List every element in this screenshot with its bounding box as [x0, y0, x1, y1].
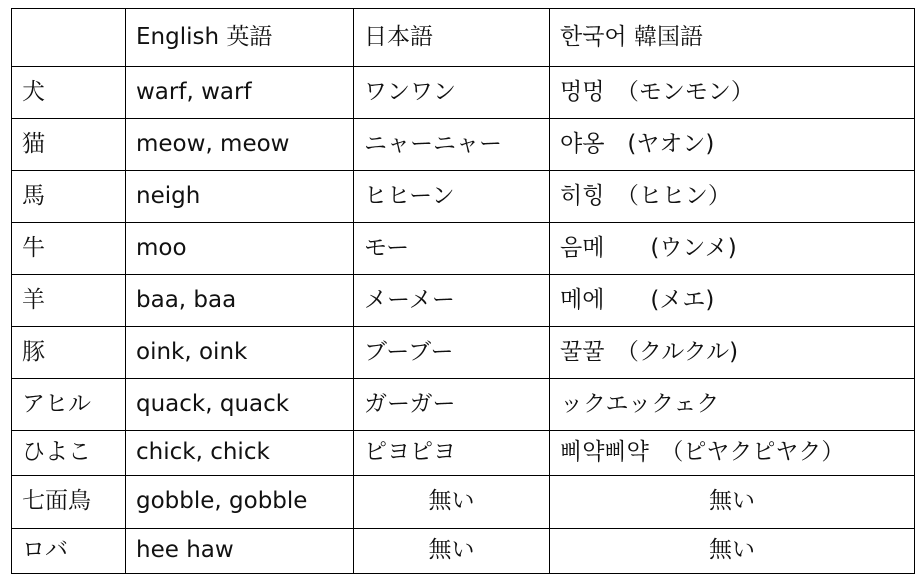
korean-cell: 멍멍 （モンモン） [550, 67, 915, 119]
header-japanese-cell: 日本語 [354, 9, 550, 67]
korean-cell: 히힝 （ヒヒン） [550, 171, 915, 223]
table-row [12, 379, 915, 431]
korean-cell: ックエックェク [550, 379, 915, 431]
japanese-cell: メーメー [354, 275, 550, 327]
korean-cell: 야옹 (ヤオン) [550, 119, 915, 171]
table-row [12, 171, 915, 223]
header-animal-cell [12, 9, 126, 67]
animal-cell: 羊 [12, 275, 126, 327]
english-cell: oink, oink [126, 327, 354, 379]
animal-cell: ロバ [12, 529, 126, 574]
animal-cell: 七面鳥 [12, 476, 126, 529]
english-cell: meow, meow [126, 119, 354, 171]
japanese-cell: ピヨピヨ [354, 431, 550, 476]
korean-cell: 삐약삐약 （ピヤクピヤク） [550, 431, 915, 476]
english-cell: quack, quack [126, 379, 354, 431]
english-cell: warf, warf [126, 67, 354, 119]
animal-cell: 豚 [12, 327, 126, 379]
table-row [12, 223, 915, 275]
japanese-cell: ニャーニャー [354, 119, 550, 171]
japanese-cell: ブーブー [354, 327, 550, 379]
animal-sounds-table [11, 8, 915, 574]
japanese-cell: 無い [354, 476, 550, 529]
table-row [12, 119, 915, 171]
table-row [12, 275, 915, 327]
animal-cell: 猫 [12, 119, 126, 171]
animal-cell: 馬 [12, 171, 126, 223]
table-row [12, 529, 915, 574]
japanese-cell: モー [354, 223, 550, 275]
english-cell: moo [126, 223, 354, 275]
korean-cell: 꿀꿀 （クルクル) [550, 327, 915, 379]
english-cell: neigh [126, 171, 354, 223]
english-cell: chick, chick [126, 431, 354, 476]
english-cell: baa, baa [126, 275, 354, 327]
animal-cell: 犬 [12, 67, 126, 119]
header-korean-cell: 한국어 韓国語 [550, 9, 915, 67]
animal-cell: アヒル [12, 379, 126, 431]
korean-cell: 無い [550, 529, 915, 574]
table-row [12, 476, 915, 529]
korean-cell: 음메 (ウンメ) [550, 223, 915, 275]
korean-cell: 無い [550, 476, 915, 529]
animal-cell: ひよこ [12, 431, 126, 476]
japanese-cell: ヒヒーン [354, 171, 550, 223]
korean-cell: 메에 (メエ) [550, 275, 915, 327]
japanese-cell: 無い [354, 529, 550, 574]
japanese-cell: ガーガー [354, 379, 550, 431]
english-cell: gobble, gobble [126, 476, 354, 529]
header-english-cell: English 英語 [126, 9, 354, 67]
japanese-cell: ワンワン [354, 67, 550, 119]
english-cell: hee haw [126, 529, 354, 574]
animal-cell: 牛 [12, 223, 126, 275]
table-row [12, 327, 915, 379]
table-row [12, 67, 915, 119]
header-row [12, 9, 915, 67]
table-row [12, 431, 915, 476]
